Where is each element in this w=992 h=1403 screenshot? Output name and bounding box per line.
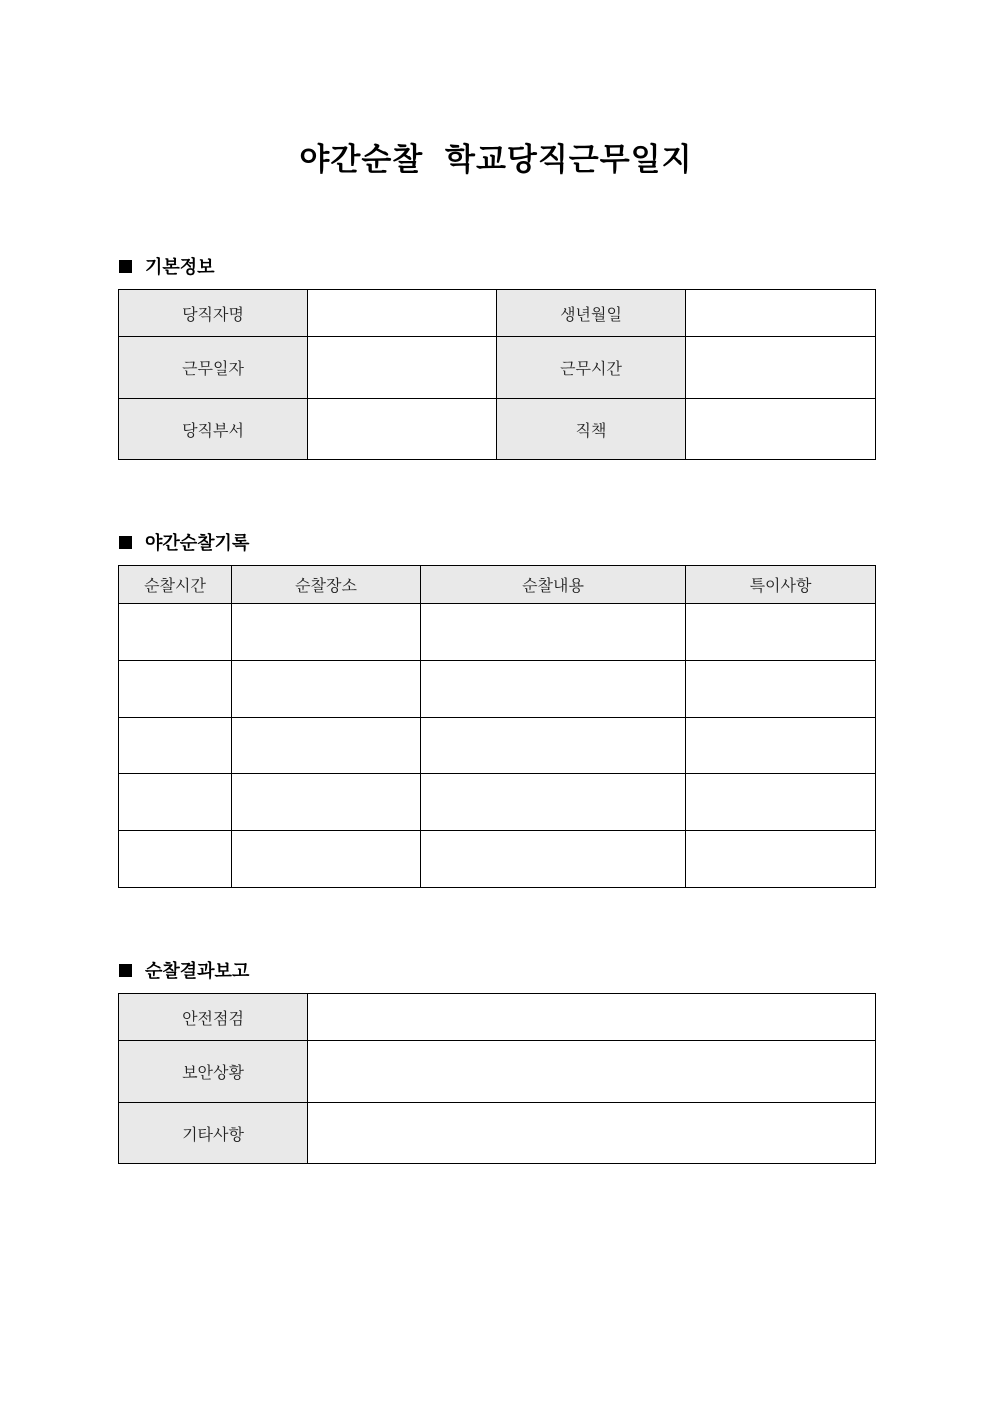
column-header: 특이사항	[686, 566, 876, 604]
patrol-time-cell[interactable]	[119, 604, 232, 661]
patrol-location-cell[interactable]	[232, 718, 421, 774]
section-heading-basic-info	[119, 253, 215, 279]
section-heading-patrol-log	[119, 529, 249, 555]
department-field[interactable]	[308, 399, 497, 460]
patrol-notes-cell[interactable]	[686, 718, 876, 774]
patrol-content-cell[interactable]	[421, 831, 686, 888]
label-cell: 직책	[497, 399, 686, 460]
patrol-notes-cell[interactable]	[686, 604, 876, 661]
patrol-content-cell[interactable]	[421, 774, 686, 831]
patrol-notes-cell[interactable]	[686, 774, 876, 831]
safety-inspection-field[interactable]	[308, 994, 876, 1041]
column-header: 순찰장소	[232, 566, 421, 604]
patrol-location-cell[interactable]	[232, 661, 421, 718]
column-header: 순찰시간	[119, 566, 232, 604]
patrol-location-cell[interactable]	[232, 774, 421, 831]
table-header-row	[119, 566, 876, 604]
label-cell: 당직부서	[119, 399, 308, 460]
label-cell: 기타사항	[119, 1103, 308, 1164]
patrol-content-cell[interactable]	[421, 718, 686, 774]
section-heading-label: 순찰결과보고	[145, 961, 250, 982]
table-row	[119, 399, 876, 460]
name-field[interactable]	[308, 290, 497, 337]
work-date-field[interactable]	[308, 337, 497, 399]
square-bullet-icon	[119, 260, 132, 273]
patrol-notes-cell[interactable]	[686, 831, 876, 888]
table-row	[119, 831, 876, 888]
table-row	[119, 774, 876, 831]
patrol-content-cell[interactable]	[421, 604, 686, 661]
table-row	[119, 337, 876, 399]
table-row	[119, 994, 876, 1041]
table-row	[119, 661, 876, 718]
patrol-time-cell[interactable]	[119, 774, 232, 831]
patrol-time-cell[interactable]	[119, 718, 232, 774]
table-row	[119, 1103, 876, 1164]
basic-info-table	[118, 289, 876, 460]
label-cell: 생년월일	[497, 290, 686, 337]
label-cell: 보안상황	[119, 1041, 308, 1103]
patrol-log-table	[118, 565, 876, 888]
section-heading-label: 야간순찰기록	[145, 533, 250, 554]
patrol-location-cell[interactable]	[232, 831, 421, 888]
patrol-content-cell[interactable]	[421, 661, 686, 718]
square-bullet-icon	[119, 536, 132, 549]
section-heading-label: 기본정보	[145, 257, 215, 278]
label-cell: 근무시간	[497, 337, 686, 399]
table-row	[119, 1041, 876, 1103]
birthdate-field[interactable]	[686, 290, 876, 337]
security-status-field[interactable]	[308, 1041, 876, 1103]
column-header: 순찰내용	[421, 566, 686, 604]
patrol-time-cell[interactable]	[119, 831, 232, 888]
patrol-notes-cell[interactable]	[686, 661, 876, 718]
patrol-location-cell[interactable]	[232, 604, 421, 661]
table-row	[119, 290, 876, 337]
position-field[interactable]	[686, 399, 876, 460]
patrol-time-cell[interactable]	[119, 661, 232, 718]
label-cell: 당직자명	[119, 290, 308, 337]
other-notes-field[interactable]	[308, 1103, 876, 1164]
square-bullet-icon	[119, 964, 132, 977]
page-title: 야간순찰 학교당직근무일지	[299, 142, 693, 178]
label-cell: 근무일자	[119, 337, 308, 399]
patrol-report-table	[118, 993, 876, 1164]
table-row	[119, 718, 876, 774]
section-heading-patrol-report	[119, 957, 249, 983]
work-hours-field[interactable]	[686, 337, 876, 399]
label-cell: 안전점검	[119, 994, 308, 1041]
table-row	[119, 604, 876, 661]
